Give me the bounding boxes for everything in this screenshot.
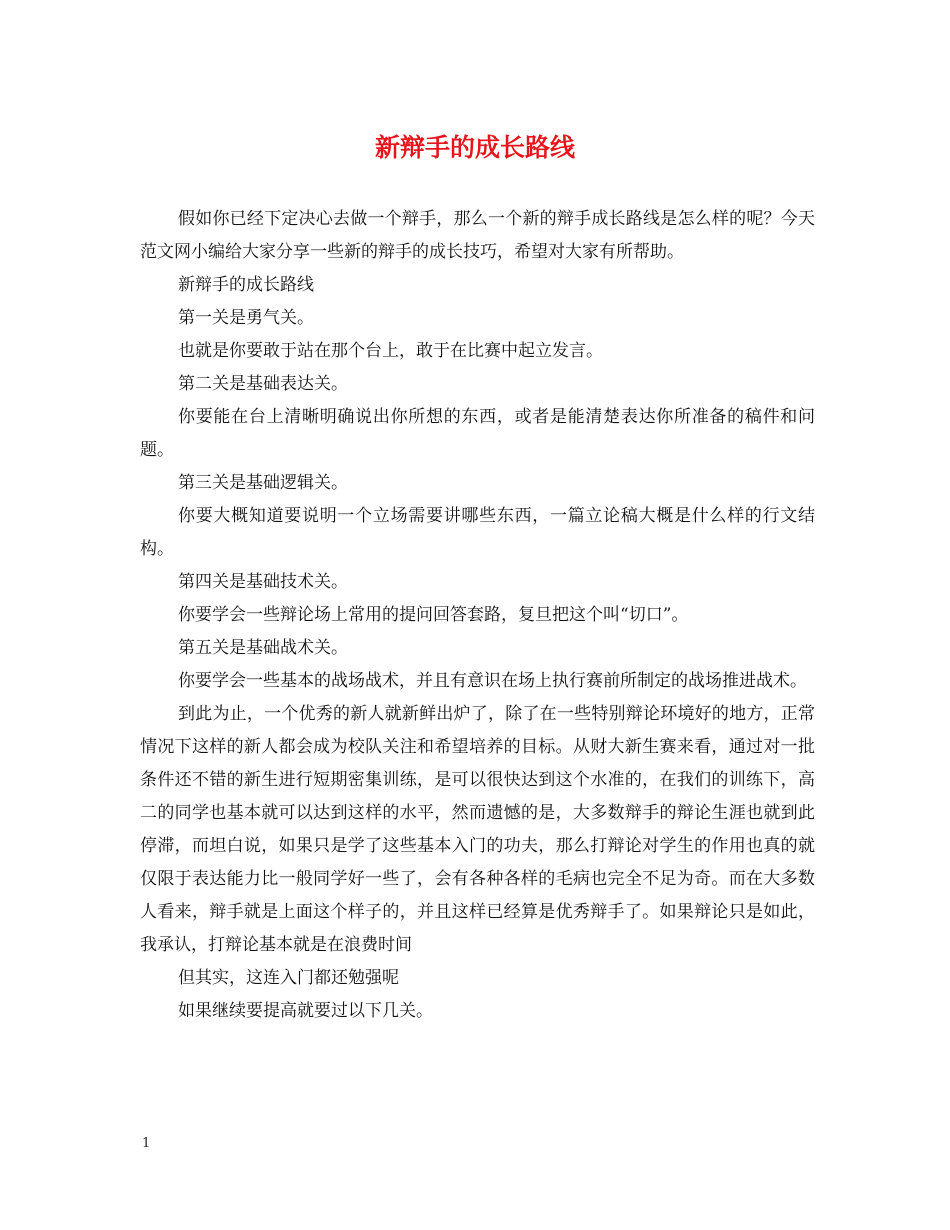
paragraph-stage-3-detail: 你要大概知道要说明一个立场需要讲哪些东西，一篇立论稿大概是什么样的行文结构。	[140, 506, 815, 559]
paragraph-stage-1: 第一关是勇气关。	[178, 308, 314, 328]
paragraph-transition: 但其实，这连入门都还勉强呢	[178, 968, 399, 988]
document-body	[140, 203, 815, 1028]
document-title: 新辩手的成长路线	[374, 133, 575, 162]
paragraph-stage-1-detail: 也就是你要敢于站在那个台上，敢于在比赛中起立发言。	[178, 341, 603, 361]
page-number: 1	[142, 1136, 151, 1151]
paragraph-stage-5-detail: 你要学会一些基本的战场战术，并且有意识在场上执行赛前所制定的战场推进战术。	[178, 671, 807, 691]
paragraph-intro: 假如你已经下定决心去做一个辩手，那么一个新的辩手成长路线是怎么样的呢？今天范文网小编给大家分享一些新的辩手的成长技巧，希望对大家有所帮助。	[140, 209, 815, 262]
paragraph-stage-4-detail: 你要学会一些辩论场上常用的提问回答套路，复旦把这个叫“切口”。	[178, 605, 689, 625]
paragraph-stage-5: 第五关是基础战术关。	[178, 638, 348, 658]
paragraph-stage-2: 第二关是基础表达关。	[178, 374, 348, 394]
paragraph-next-stages: 如果继续要提高就要过以下几关。	[178, 1001, 433, 1021]
paragraph-subheading: 新辩手的成长路线	[178, 275, 314, 295]
paragraph-summary: 到此为止，一个优秀的新人就新鲜出炉了，除了在一些特别辩论环境好的地方，正常情况下这样的新人都会成为校队关注和希望培养的目标。从财大新生赛来看，通过对一批条件还不错的新生进行短期密集训练，是可以很快达到这个水准的，在我们的训练下，高二的同学也基本就可以达到这样的水平，然而遗憾的是，大多数辩手的辩论生涯也就到此停滞，而坦白说，如果只是学了这些基本入门的功夫，那么打辩论对学生的作用也真的就仅限于表达能力比一般同学好一些了，会有各种各样的毛病也完全不足为奇。而在大多数人看来，辩手就是上面这个样子的，并且这样已经算是优秀辩手了。如果辩论只是如此，我承认，打辩论基本就是在浪费时间	[140, 704, 815, 955]
paragraph-stage-4: 第四关是基础技术关。	[178, 572, 348, 592]
paragraph-stage-2-detail: 你要能在台上清晰明确说出你所想的东西，或者是能清楚表达你所准备的稿件和问题。	[140, 407, 815, 460]
paragraph-stage-3: 第三关是基础逻辑关。	[178, 473, 348, 493]
